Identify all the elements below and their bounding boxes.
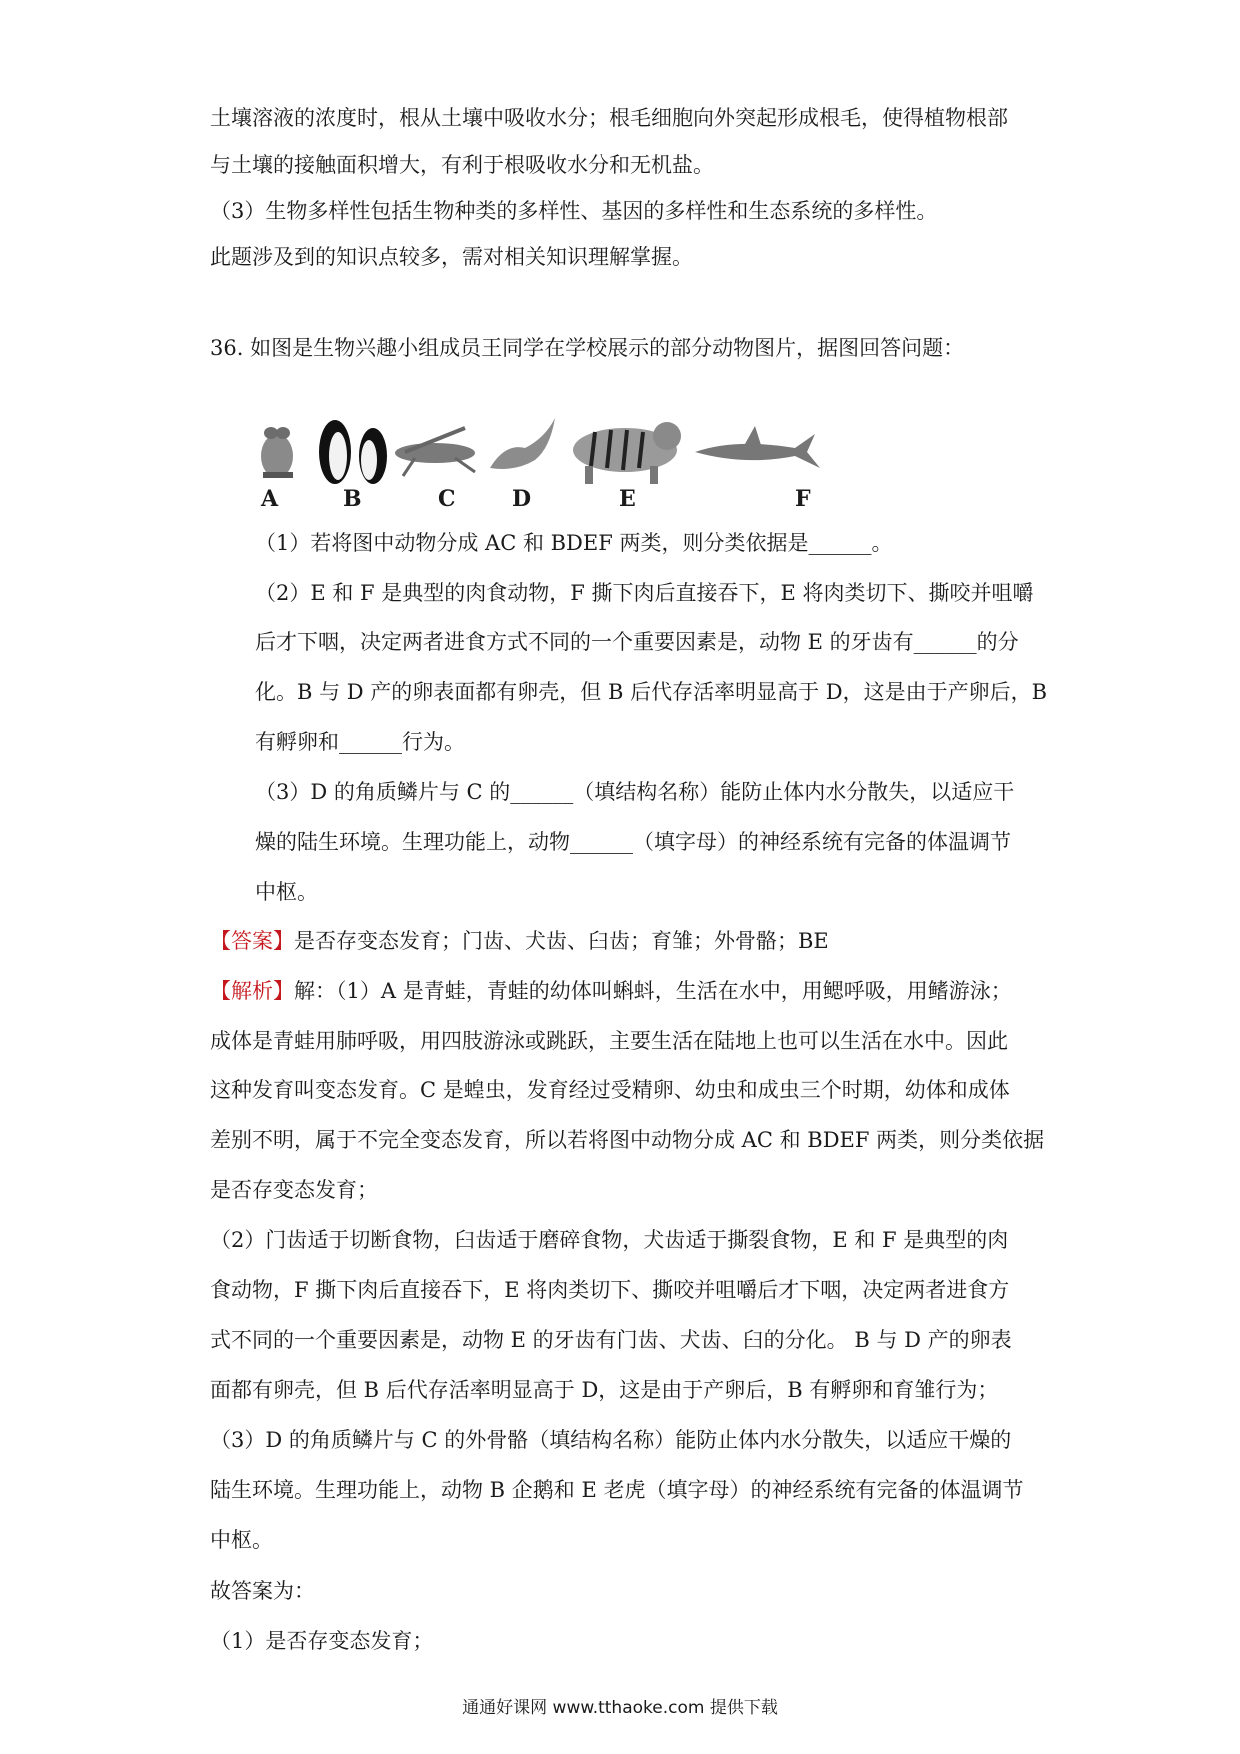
lizard-image: [490, 418, 555, 469]
figure-label-b: B: [343, 486, 362, 512]
question-part-3: （3）D 的角质鳞片与 C 的______（填结构名称）能防止体内水分散失，以适应干: [255, 780, 1015, 804]
text-line: 此题涉及到的知识点较多，需对相关知识理解掌握。: [210, 245, 693, 269]
question-stem: 36. 如图是生物兴趣小组成员王同学在学校展示的部分动物图片，据图回答问题：: [210, 336, 965, 360]
analysis-line: （3）D 的角质鳞片与 C 的外骨骼（填结构名称）能防止体内水分散失，以适应干燥的: [210, 1428, 1012, 1452]
text-line: 与土壤的接触面积增大，有利于根吸收水分和无机盐。: [210, 153, 714, 177]
figure-label-f: F: [795, 486, 811, 512]
analysis-line: [210, 976, 1012, 1006]
analysis-line: 陆生环境。生理功能上，动物 B 企鹅和 E 老虎（填字母）的神经系统有完备的体温调节: [210, 1478, 1024, 1502]
answer-text: 是否存变态发育；门齿、犬齿、臼齿；育雏；外骨骼；BE: [294, 929, 829, 953]
analysis-line: 这种发育叫变态发育。C 是蝗虫，发育经过受精卵、幼虫和成虫三个时期，幼体和成体: [210, 1078, 1010, 1102]
shark-image: [695, 426, 820, 468]
text-line: （3）生物多样性包括生物种类的多样性、基因的多样性和生态系统的多样性。: [210, 199, 938, 223]
analysis-line: （1）是否存变态发育；: [210, 1629, 434, 1653]
analysis-text: 解：（1）A 是青蛙，青蛙的幼体叫蝌蚪，生活在水中，用鳃呼吸，用鳍游泳；: [294, 979, 1012, 1003]
figure-label-d: D: [512, 486, 532, 512]
penguin-image: [319, 420, 387, 484]
analysis-line: 成体是青蛙用肺呼吸，用四肢游泳或跳跃，主要生活在陆地上也可以生活在水中。因此: [210, 1029, 1008, 1053]
tiger-image: [573, 422, 681, 484]
question-part-1: （1）若将图中动物分成 AC 和 BDEF 两类，则分类依据是______。: [255, 531, 893, 555]
analysis-line: 是否存变态发育；: [210, 1178, 378, 1202]
answer-tag: 【答案】: [210, 929, 294, 953]
question-part-2: 有孵卵和______行为。: [255, 730, 465, 754]
frog-image: [261, 427, 293, 478]
animal-figure: [255, 408, 885, 512]
page-footer: 通通好课网 www.tthaoke.com 提供下载: [462, 1698, 778, 1718]
analysis-line: 食动物，F 撕下肉后直接吞下，E 将肉类切下、撕咬并咀嚼后才下咽，决定两者进食方: [210, 1278, 1010, 1302]
figure-label-a: A: [261, 486, 279, 512]
figure-label-c: C: [438, 486, 456, 512]
question-part-2: （2）E 和 F 是典型的肉食动物，F 撕下肉后直接吞下，E 将肉类切下、撕咬并咀嚼: [255, 581, 1034, 605]
text-line: 土壤溶液的浓度时，根从土壤中吸收水分；根毛细胞向外突起形成根毛，使得植物根部: [210, 106, 1008, 130]
question-part-3: 中枢。: [255, 880, 318, 904]
figure-label-e: E: [619, 486, 636, 512]
animal-pictures: [255, 408, 885, 488]
analysis-line: 故答案为：: [210, 1579, 315, 1603]
question-part-3: 燥的陆生环境。生理功能上，动物______（填字母）的神经系统有完备的体温调节: [255, 830, 1011, 854]
answer-line: [210, 926, 829, 956]
analysis-line: 式不同的一个重要因素是，动物 E 的牙齿有门齿、犬齿、臼的分化。 B 与 D 产的卵表: [210, 1328, 1012, 1352]
analysis-tag: 【解析】: [210, 979, 294, 1003]
analysis-line: 差别不明，属于不完全变态发育，所以若将图中动物分成 AC 和 BDEF 两类，则分类依据: [210, 1128, 1045, 1152]
analysis-line: 面都有卵壳，但 B 后代存活率明显高于 D，这是由于产卵后，B 有孵卵和育雏行为；: [210, 1378, 999, 1402]
analysis-line: （2）门齿适于切断食物，臼齿适于磨碎食物，犬齿适于撕裂食物，E 和 F 是典型的肉: [210, 1228, 1009, 1252]
grasshopper-image: [395, 428, 475, 476]
question-part-2: 化。B 与 D 产的卵表面都有卵壳，但 B 后代存活率明显高于 D，这是由于产卵后，B: [255, 680, 1048, 704]
analysis-line: 中枢。: [210, 1528, 273, 1552]
question-part-2: 后才下咽，决定两者进食方式不同的一个重要因素是，动物 E 的牙齿有______的分: [255, 630, 1019, 654]
